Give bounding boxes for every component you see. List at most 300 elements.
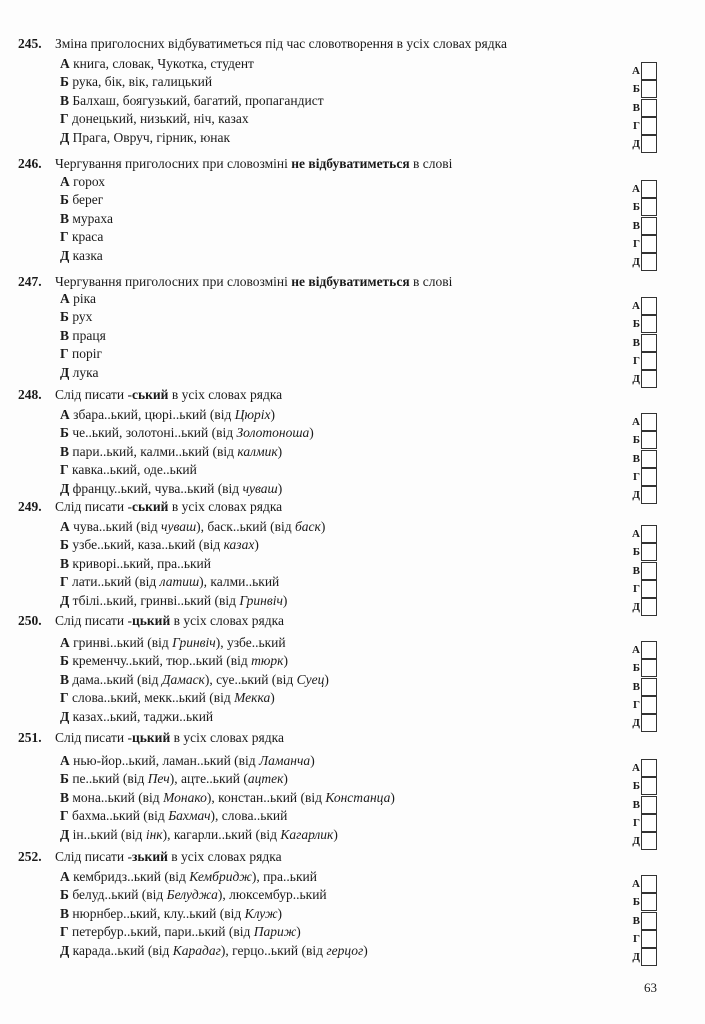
answer-box-label: В	[632, 219, 640, 232]
answer-box-row[interactable]	[626, 370, 656, 388]
answer-checkbox[interactable]	[641, 235, 657, 253]
option-text: Дамаск	[161, 671, 205, 687]
option-letter: Б	[60, 653, 69, 669]
option-text: )	[296, 924, 301, 940]
answer-checkbox[interactable]	[641, 334, 657, 352]
answer-box-row[interactable]	[626, 641, 656, 659]
answer-checkbox[interactable]	[641, 315, 657, 333]
answer-box-row[interactable]	[626, 543, 656, 561]
option-letter: А	[60, 56, 70, 71]
answer-box-label: А	[632, 65, 640, 77]
answer-option	[60, 328, 106, 344]
prompt-text-end: в усіх словах рядка	[168, 387, 283, 402]
answer-option	[60, 869, 317, 885]
answer-box-label: В	[632, 336, 640, 349]
option-letter: А	[60, 407, 70, 422]
answer-checkbox[interactable]	[641, 217, 657, 235]
answer-option	[60, 93, 324, 109]
option-text: )	[324, 671, 329, 687]
option-letter: Г	[60, 111, 69, 127]
answer-checkbox[interactable]	[641, 814, 657, 832]
answer-box-row[interactable]	[626, 468, 656, 486]
option-text: краса	[71, 229, 104, 245]
answer-option	[60, 672, 329, 688]
answer-box-label: В	[632, 914, 640, 927]
answer-option	[60, 887, 327, 903]
option-letter: Д	[60, 708, 70, 724]
question-number: 250.	[18, 613, 42, 628]
answer-box-row[interactable]	[626, 450, 656, 468]
option-text: Суец	[296, 671, 325, 687]
option-text: лати..ький (від	[71, 574, 160, 590]
answer-checkbox[interactable]	[641, 580, 657, 598]
option-letter: В	[60, 555, 70, 571]
option-text: бахма..ький (від	[71, 808, 169, 824]
answer-boxes	[626, 525, 656, 616]
answer-box-label: Б	[632, 434, 640, 447]
answer-box-label: А	[632, 300, 640, 312]
answer-checkbox[interactable]	[641, 486, 657, 504]
option-text: казах..ький, таджи..ький	[72, 708, 214, 724]
answer-checkbox[interactable]	[641, 930, 657, 948]
answer-checkbox[interactable]	[641, 641, 657, 659]
answer-checkbox[interactable]	[641, 370, 657, 388]
prompt-text-end: в усіх словах рядка	[167, 849, 282, 864]
answer-box-row[interactable]	[626, 99, 656, 117]
answer-box-row[interactable]	[626, 796, 656, 814]
answer-boxes	[626, 641, 656, 732]
option-letter: В	[60, 92, 70, 108]
option-text: Белуджа	[166, 887, 218, 903]
answer-checkbox[interactable]	[641, 796, 657, 814]
answer-option	[60, 771, 288, 787]
answer-checkbox[interactable]	[641, 525, 657, 543]
prompt-text-end: в слові	[409, 274, 453, 289]
option-text: Париж	[253, 924, 297, 940]
answer-checkbox[interactable]	[641, 759, 657, 777]
option-text: мураха	[72, 210, 113, 226]
answer-option	[60, 827, 338, 843]
answer-checkbox[interactable]	[641, 832, 657, 850]
answer-checkbox[interactable]	[641, 450, 657, 468]
option-text: пе..ький (від	[72, 771, 148, 787]
option-text: че..ький, золотоні..ький (від	[72, 425, 237, 441]
answer-box-row[interactable]	[626, 759, 656, 777]
option-text: )	[277, 905, 283, 921]
option-text: Цюріх	[234, 407, 271, 422]
option-text: ), суе..ький (від	[204, 671, 297, 687]
option-text: петербур..ький, пари..ький (від	[71, 924, 254, 940]
answer-box-row[interactable]	[626, 696, 656, 714]
option-text: карада..ький (від	[72, 942, 173, 958]
answer-checkbox[interactable]	[641, 543, 657, 561]
answer-option	[60, 593, 287, 609]
option-text: Печ	[147, 771, 170, 787]
option-text: Монако	[163, 789, 207, 805]
option-letter: А	[60, 753, 70, 768]
answer-option	[60, 808, 287, 824]
answer-option	[60, 906, 282, 922]
option-text: кембридз..ький (від	[73, 869, 190, 884]
answer-checkbox[interactable]	[641, 468, 657, 486]
answer-checkbox[interactable]	[641, 678, 657, 696]
option-letter: Д	[60, 942, 70, 958]
answer-box-label: Д	[632, 835, 640, 848]
option-letter: В	[60, 210, 70, 226]
prompt-text: Чергування приголосних при словозміні	[55, 156, 292, 171]
option-text: ріка	[73, 291, 96, 306]
answer-box-row[interactable]	[626, 814, 656, 832]
option-text: ін..ький (від	[72, 826, 146, 842]
answer-box-label: А	[632, 183, 640, 195]
answer-box-row[interactable]	[626, 198, 656, 216]
answer-checkbox[interactable]	[641, 117, 657, 135]
option-letter: А	[60, 869, 70, 884]
answer-box-label: Б	[632, 318, 640, 331]
answer-checkbox[interactable]	[641, 135, 657, 153]
option-text: Карадаг	[172, 942, 221, 958]
answer-box-row[interactable]	[626, 948, 656, 966]
option-text: )	[363, 942, 368, 958]
answer-box-row[interactable]	[626, 352, 656, 370]
answer-box-row[interactable]	[626, 486, 656, 504]
answer-box-label: В	[632, 680, 640, 693]
option-text: кавка..ький, оде..ький	[71, 462, 197, 478]
option-text: баск	[294, 519, 321, 534]
option-letter: В	[60, 905, 70, 921]
answer-box-label: Б	[632, 546, 640, 559]
answer-checkbox[interactable]	[641, 912, 657, 930]
answer-option	[60, 192, 103, 208]
prompt-text: Слід писати -	[55, 849, 132, 864]
answer-box-row[interactable]	[626, 525, 656, 543]
prompt-emphasis: ський	[131, 499, 169, 514]
option-text: белуд..ький (від	[72, 887, 167, 903]
option-text: Мекка	[234, 690, 271, 706]
option-text: Золотоноша	[236, 425, 310, 441]
option-text: книга, словак, Чукотка, студент	[73, 56, 254, 71]
answer-box-row[interactable]	[626, 117, 656, 135]
answer-option	[60, 924, 301, 940]
answer-checkbox[interactable]	[641, 696, 657, 714]
option-text: Констанца	[325, 789, 391, 805]
prompt-text-end: в усіх словах рядка	[168, 499, 283, 514]
answer-box-row[interactable]	[626, 777, 656, 795]
answer-option	[60, 574, 279, 590]
answer-box-label: В	[632, 101, 640, 114]
prompt-emphasis: зький	[131, 849, 168, 864]
question-number: 248.	[18, 387, 42, 402]
question-number: 247.	[18, 274, 42, 289]
answer-box-row[interactable]	[626, 598, 656, 616]
option-text: ), пра..ький	[251, 869, 317, 884]
answer-checkbox[interactable]	[641, 562, 657, 580]
answer-box-row[interactable]	[626, 930, 656, 948]
answer-box-row[interactable]	[626, 297, 656, 315]
question-number: 251.	[18, 730, 42, 745]
answer-box-label: В	[632, 798, 640, 811]
prompt-text-end: в усіх словах рядка	[170, 613, 284, 628]
option-letter: Б	[60, 887, 69, 903]
answer-option	[60, 709, 213, 725]
option-text: Бахмач	[168, 808, 211, 824]
option-letter: Б	[60, 537, 69, 553]
answer-box-row[interactable]	[626, 714, 656, 732]
answer-checkbox[interactable]	[641, 431, 657, 449]
answer-option	[60, 753, 315, 769]
answer-option	[60, 229, 103, 245]
answer-box-label: Д	[632, 373, 640, 386]
answer-box-row[interactable]	[626, 235, 656, 253]
answer-box-label: Г	[633, 582, 640, 595]
option-text: Ламанча	[259, 753, 311, 768]
question-number: 246.	[18, 156, 42, 171]
option-text: мона..ький (від	[72, 789, 164, 805]
answer-box-label: А	[632, 416, 640, 428]
question-prompt	[18, 274, 452, 290]
question-number: 252.	[18, 849, 42, 864]
answer-box-row[interactable]	[626, 253, 656, 271]
option-text: ), люксембур..ький	[217, 887, 327, 903]
option-letter: Д	[60, 364, 70, 380]
answer-option	[60, 462, 197, 478]
option-letter: Б	[60, 192, 69, 208]
option-text: ), герцо..ький (від	[220, 942, 327, 958]
option-letter: Д	[60, 480, 70, 496]
prompt-emphasis: цький	[131, 730, 171, 745]
option-text: калмик	[237, 443, 278, 459]
question-number: 249.	[18, 499, 42, 514]
option-letter: Г	[60, 229, 69, 245]
answer-box-label: А	[632, 762, 640, 774]
answer-box-label: А	[632, 644, 640, 656]
prompt-text: Слід писати -	[55, 499, 132, 514]
answer-box-label: Б	[632, 662, 640, 675]
answer-box-row[interactable]	[626, 832, 656, 850]
prompt-text: Слід писати -	[55, 730, 132, 745]
answer-box-label: Д	[632, 601, 640, 614]
option-text: інк	[145, 826, 163, 842]
option-text: ), калми..ький	[199, 574, 280, 590]
answer-box-label: Г	[633, 237, 640, 250]
answer-box-label: Б	[632, 201, 640, 214]
option-text: праця	[72, 327, 106, 343]
answer-option	[60, 74, 212, 90]
answer-box-row[interactable]	[626, 562, 656, 580]
answer-box-label: Д	[632, 489, 640, 502]
answer-box-row[interactable]	[626, 678, 656, 696]
option-text: узбе..ький, каза..ький (від	[72, 537, 224, 553]
option-text: кременчу..ький, тюр..ький (від	[72, 653, 252, 669]
question-prompt	[18, 36, 507, 52]
option-text: горох	[73, 174, 105, 189]
option-letter: Г	[60, 690, 69, 706]
answer-option	[60, 130, 230, 146]
option-text: ), узбе..ький	[215, 635, 286, 650]
answer-checkbox[interactable]	[641, 777, 657, 795]
answer-checkbox[interactable]	[641, 893, 657, 911]
answer-option	[60, 407, 275, 423]
answer-boxes	[626, 759, 656, 850]
answer-box-row[interactable]	[626, 875, 656, 893]
answer-option	[60, 653, 288, 669]
option-text: пари..ький, калми..ький (від	[72, 443, 238, 459]
answer-option	[60, 111, 249, 127]
question-prompt	[18, 156, 452, 172]
option-text: )	[283, 653, 288, 669]
answer-box-row[interactable]	[626, 413, 656, 431]
option-text: поріг	[71, 346, 102, 362]
option-text: )	[309, 425, 314, 441]
answer-box-label: В	[632, 564, 640, 577]
page-number: 63	[644, 980, 657, 995]
option-letter: Д	[60, 826, 70, 842]
answer-box-row[interactable]	[626, 180, 656, 198]
option-text: Клуж	[244, 905, 278, 921]
answer-checkbox[interactable]	[641, 659, 657, 677]
answer-checkbox[interactable]	[641, 714, 657, 732]
option-text: дама..ький (від	[72, 671, 162, 687]
question-number: 245.	[18, 36, 42, 51]
answer-boxes	[626, 875, 656, 966]
answer-checkbox[interactable]	[641, 598, 657, 616]
option-letter: Д	[60, 129, 70, 145]
prompt-text: Слід писати -	[55, 387, 132, 402]
option-text: латиш	[159, 574, 200, 590]
prompt-emphasis: ський	[131, 387, 169, 402]
answer-box-row[interactable]	[626, 659, 656, 677]
option-letter: Б	[60, 425, 69, 441]
option-text: берег	[72, 192, 104, 208]
option-text: тюрк	[251, 653, 284, 669]
answer-checkbox[interactable]	[641, 413, 657, 431]
answer-checkbox[interactable]	[641, 180, 657, 198]
answer-box-row[interactable]	[626, 80, 656, 98]
answer-box-row[interactable]	[626, 912, 656, 930]
answer-box-label: Д	[632, 138, 640, 151]
option-text: Балхаш, боягузький, багатий, пропагандист	[72, 92, 324, 108]
answer-box-row[interactable]	[626, 431, 656, 449]
option-text: ), ацте..ький (	[169, 771, 248, 787]
answer-checkbox[interactable]	[641, 253, 657, 271]
answer-box-label: А	[632, 528, 640, 540]
answer-box-row[interactable]	[626, 580, 656, 598]
answer-box-row[interactable]	[626, 315, 656, 333]
option-text: ), слова..ький	[210, 808, 288, 824]
prompt-text-end: в усіх словах рядка	[170, 730, 284, 745]
option-text: тбілі..ький, гринві..ький (від	[72, 592, 240, 608]
option-text: ), констан..ький (від	[206, 789, 326, 805]
answer-checkbox[interactable]	[641, 198, 657, 216]
answer-option	[60, 635, 286, 651]
answer-box-label: Г	[633, 119, 640, 132]
option-text: Прага, Овруч, гірник, юнак	[72, 129, 231, 145]
option-text: )	[333, 826, 338, 842]
answer-box-label: А	[632, 878, 640, 890]
answer-box-row[interactable]	[626, 217, 656, 235]
answer-option	[60, 291, 96, 307]
option-text: рука, бік, вік, галицький	[72, 74, 213, 90]
answer-box-label: Б	[632, 896, 640, 909]
question-prompt	[18, 613, 284, 629]
option-text: ацтек	[247, 771, 284, 787]
prompt-emphasis: не відбуватиметься	[291, 156, 410, 171]
answer-checkbox[interactable]	[641, 352, 657, 370]
option-text: казка	[72, 247, 103, 263]
option-text: нюрнбер..ький, клу..ький (від	[72, 905, 245, 921]
option-text: )	[282, 592, 288, 608]
answer-checkbox[interactable]	[641, 80, 657, 98]
option-text: )	[310, 753, 315, 768]
option-text: )	[277, 443, 283, 459]
answer-box-label: Г	[633, 354, 640, 367]
answer-option	[60, 211, 113, 227]
option-letter: В	[60, 443, 70, 459]
answer-option	[60, 346, 102, 362]
option-letter: Д	[60, 247, 70, 263]
option-text: )	[254, 537, 259, 553]
answer-checkbox[interactable]	[641, 99, 657, 117]
answer-checkbox[interactable]	[641, 875, 657, 893]
answer-option	[60, 690, 275, 706]
answer-checkbox[interactable]	[641, 297, 657, 315]
answer-box-label: Д	[632, 256, 640, 269]
option-letter: Г	[60, 808, 69, 824]
answer-checkbox[interactable]	[641, 62, 657, 80]
answer-option	[60, 309, 92, 325]
option-text: лука	[72, 364, 99, 380]
option-text: чува..ький (від	[73, 519, 162, 534]
option-letter: А	[60, 635, 70, 650]
option-text: герцог	[326, 942, 364, 958]
answer-option	[60, 943, 368, 959]
option-letter: Г	[60, 574, 69, 590]
answer-box-label: Г	[633, 470, 640, 483]
question-prompt	[18, 499, 282, 515]
question-prompt	[18, 730, 284, 746]
answer-option	[60, 248, 103, 264]
answer-option	[60, 481, 282, 497]
answer-box-row[interactable]	[626, 135, 656, 153]
option-text: Кагарлик	[280, 826, 334, 842]
option-letter: Д	[60, 592, 70, 608]
option-text: збара..ький, цюрі..ький (від	[73, 407, 235, 422]
answer-box-label: Г	[633, 932, 640, 945]
answer-box-row[interactable]	[626, 893, 656, 911]
option-text: чуваш	[242, 480, 278, 496]
option-text: донецький, низький, ніч, казах	[71, 111, 249, 127]
option-text: рух	[72, 309, 93, 325]
prompt-emphasis: цький	[131, 613, 171, 628]
option-letter: В	[60, 671, 70, 687]
prompt-emphasis: не відбуватиметься	[291, 274, 410, 289]
option-text: казах	[223, 537, 255, 553]
option-text: Гринвіч	[172, 635, 216, 650]
prompt-text: Чергування приголосних при словозміні	[55, 274, 292, 289]
answer-option	[60, 519, 325, 535]
option-text: Кембридж	[189, 869, 252, 884]
option-letter: Б	[60, 309, 69, 325]
answer-option	[60, 56, 254, 72]
option-text: слова..ький, мекк..ький (від	[71, 690, 235, 706]
answer-box-row[interactable]	[626, 334, 656, 352]
answer-box-label: Д	[632, 951, 640, 964]
answer-checkbox[interactable]	[641, 948, 657, 966]
answer-box-row[interactable]	[626, 62, 656, 80]
prompt-text: Зміна приголосних відбуватиметься під час словотворення в усіх словах рядка	[55, 36, 507, 51]
answer-option	[60, 425, 314, 441]
option-text: францу..ький, чува..ький (від	[72, 480, 243, 496]
